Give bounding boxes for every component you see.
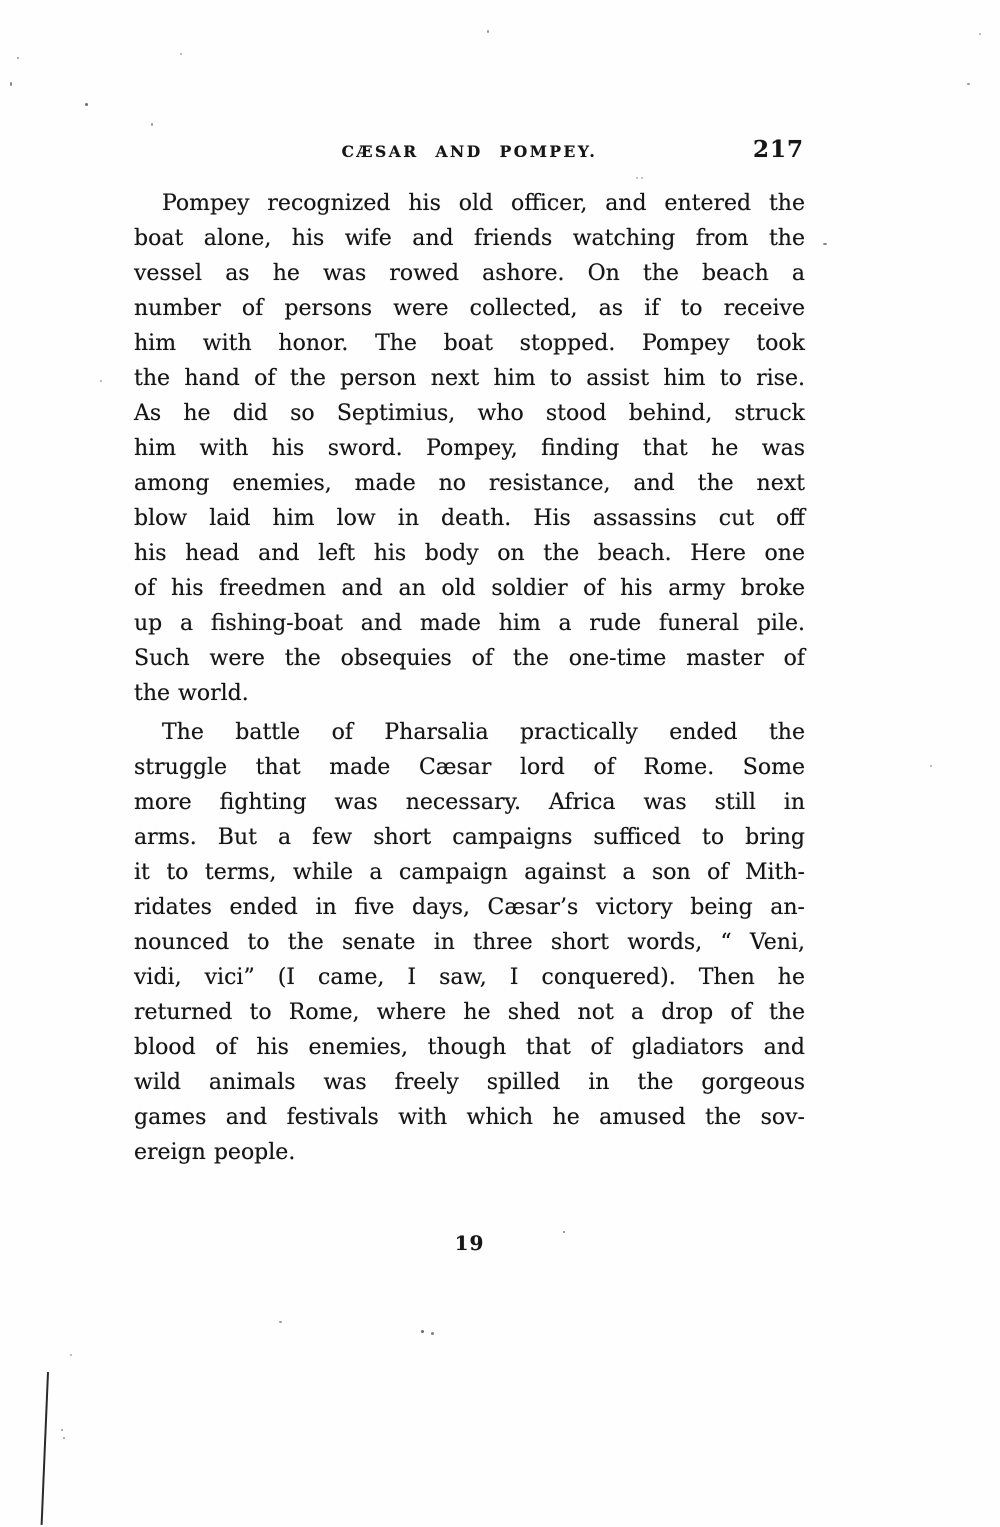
text-line: arms. But a few short campaigns sufficed to bring [134, 825, 805, 850]
text-line: Such were the obsequies of the one-time master of [134, 646, 805, 671]
scan-speckle [823, 243, 827, 245]
scan-speckle [10, 82, 12, 86]
scan-artifact-line [41, 1372, 49, 1525]
running-title: CÆSAR AND POMPEY. [341, 142, 598, 161]
text-line: As he did so Septimius, who stood behind, struck [134, 401, 805, 426]
text-line: it to terms, while a campaign against a son of Mith- [134, 860, 805, 885]
text-line: Pompey recognized his old officer, and entered the [162, 191, 805, 216]
text-line: vidi, vici” (I came, I saw, I conquered). Then he [134, 965, 805, 990]
signature-mark: 19 [454, 1231, 485, 1255]
scan-speckle [17, 57, 19, 59]
text-line: vessel as he was rowed ashore. On the beach a [134, 261, 805, 286]
text-line: up a fishing-boat and made him a rude funeral pile. [134, 611, 805, 636]
text-line: number of persons were collected, as if to receive [134, 296, 805, 321]
scan-speckle [641, 177, 643, 179]
text-line: blood of his enemies, though that of gladiators and [134, 1035, 805, 1060]
text-line: ridates ended in five days, Cæsar’s victory being an- [134, 895, 805, 920]
text-line: his head and left his body on the beach. Here one [134, 541, 805, 566]
body-text [134, 186, 805, 1170]
text-line: of his freedmen and an old soldier of his army broke [134, 576, 805, 601]
scan-speckle [100, 380, 102, 382]
text-line: returned to Rome, where he shed not a drop of the [134, 1000, 805, 1025]
text-line: struggle that made Cæsar lord of Rome. Some [134, 755, 805, 780]
scan-speckle [180, 53, 182, 55]
scan-speckle [421, 1330, 424, 1333]
scan-speckle [151, 123, 153, 126]
scan-speckle [61, 1429, 63, 1431]
text-line: nounced to the senate in three short words, “ Veni, [134, 930, 805, 955]
scan-speckle [85, 103, 88, 106]
scan-speckle [636, 177, 638, 179]
text-line: him with honor. The boat stopped. Pompey took [134, 331, 805, 356]
scan-speckle [487, 30, 489, 33]
scan-speckle [563, 1231, 565, 1233]
text-line: him with his sword. Pompey, finding that he was [134, 436, 805, 461]
text-line: blow laid him low in death. His assassins cut off [134, 506, 805, 531]
text-line: The battle of Pharsalia practically ended the [162, 720, 805, 745]
text-line: wild animals was freely spilled in the gorgeous [134, 1070, 805, 1095]
scan-speckle [979, 33, 981, 35]
page-number: 217 [752, 136, 804, 163]
text-line: the world. [134, 681, 249, 706]
scan-speckle [70, 1354, 72, 1356]
text-line: the hand of the person next him to assist him to rise. [134, 366, 805, 391]
scan-speckle [930, 765, 932, 767]
scan-speckle [967, 83, 970, 85]
text-line: more fighting was necessary. Africa was still in [134, 790, 805, 815]
text-line: ereign people. [134, 1140, 296, 1165]
text-line: games and festivals with which he amused the sov- [134, 1105, 805, 1130]
text-line: boat alone, his wife and friends watching from the [134, 226, 805, 251]
scan-speckle [63, 1437, 65, 1439]
scan-speckle [431, 1332, 434, 1335]
text-line: among enemies, made no resistance, and the next [134, 471, 805, 496]
scan-speckle [279, 1321, 282, 1323]
paragraph-pompey-death [134, 186, 805, 711]
paragraph-caesar-victory [134, 715, 805, 1170]
